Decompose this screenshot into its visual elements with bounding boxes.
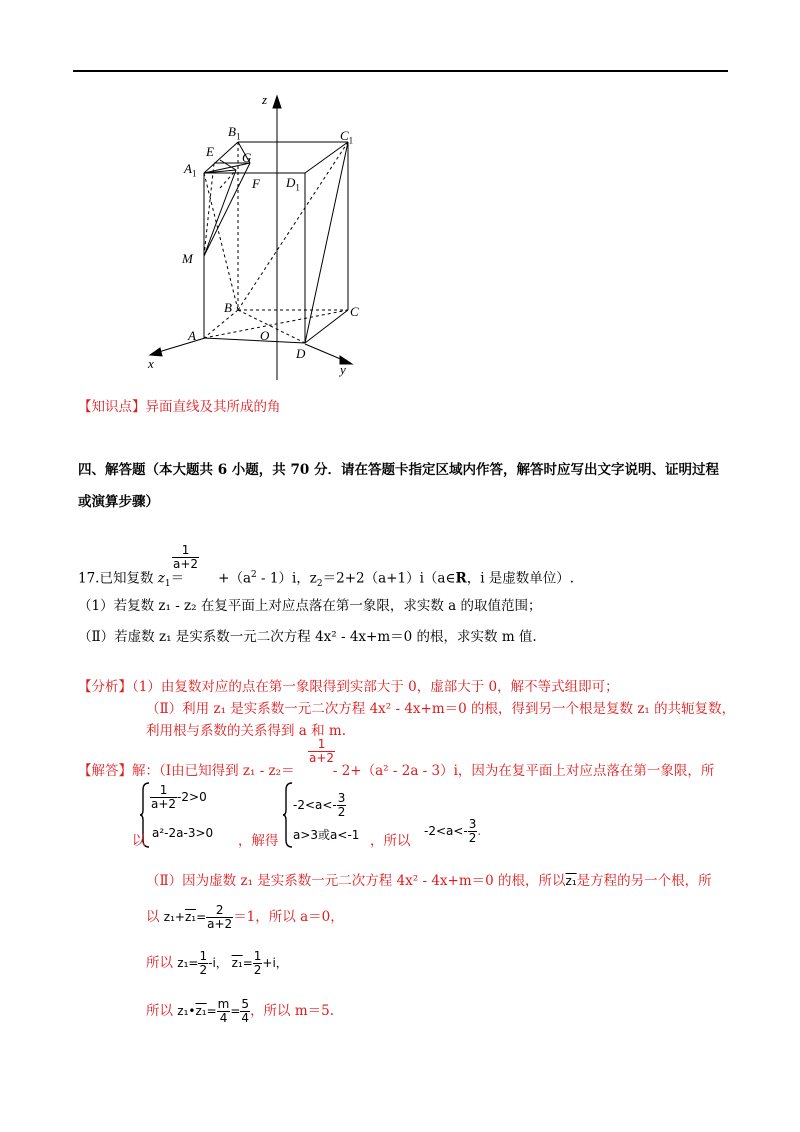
label-O: O [260,328,270,343]
label-x: x [148,356,154,371]
label-D: D [296,346,306,361]
hidden-BD [238,310,305,343]
knowledge-point: 【知识点】异面直线及其所成的角 [78,399,281,415]
brace-left-2 [283,782,293,848]
label-z: z [262,92,268,107]
sys2-row2: a>3或a<-1 [293,828,360,842]
solution-jiede: ，解得 [238,833,279,849]
solution-line4: 所以 z₁= $\frac{1}{2}$ -i， z₁= $\frac{1}{2}$ +i， [146,949,288,977]
q17-fraction: $\frac{1}{a+2}$ [173,543,199,571]
hidden-BC1 [238,142,348,310]
section-title-cont: 或演算步骤） [78,494,159,510]
answer-range: -2<a<- $\frac{3}{2}$ . [424,817,482,845]
label-F: F [252,176,260,191]
label-B: B [224,300,232,315]
geometry-figure [140,88,380,384]
label-y: y [340,362,346,377]
sys2-row1: -2<a<- $\frac{3}{2}$ [293,791,346,819]
solution-suoyi: ，所以 [370,833,411,849]
label-A1: $A_1$ [184,161,197,179]
label-E: E [206,144,214,159]
solution-line1: 【解答】解：（Ⅰ由已知得到 z₁ - z₂＝ - 2+（a² - 2a - 3）i，因为在复平面上对应点落在第一象限，所 [78,763,715,779]
top-rule [73,70,728,72]
label-D1: $D_1$ [286,175,300,193]
solution-yi: 以 [132,833,146,849]
edge-C1D1 [305,142,348,173]
analysis-line2: （Ⅱ）利用 z₁ 是实系数一元二次方程 4x² - 4x+m＝0 的根，得到另一个根是复数 z₁ 的共轭复数， [146,701,736,717]
label-G: G [242,150,252,165]
label-C1: $C_1$ [340,128,354,146]
solution-line5: 所以 z₁•z₁= $\frac{m}{4}$ = $\frac{5}{4}$ ，所以 m＝5. [146,997,335,1025]
z-arrow [273,96,281,108]
analysis-line1: 【分析】（1）由复数对应的点在第一象限得到实部大于 0，虚部大于 0，解不等式组即可； [78,679,619,695]
section-title: 四、解答题（本大题共 6 小题，共 70 分．请在答题卡指定区域内作答，解答时应写出文字说明、证明过程 [78,462,719,478]
q17-part2: （Ⅱ）若虚数 z₁ 是实系数一元二次方程 4x² - 4x+m＝0 的根，求实数 m 值. [78,629,537,645]
sys1-row1: $\frac{1}{a+2}$ -2>0 [151,783,207,811]
hidden-AB [204,310,238,338]
label-C: C [350,304,359,319]
analysis-line3: 利用根与系数的关系得到 a 和 m. [146,723,347,739]
solution-fraction: $\frac{1}{a+2}$ [309,737,335,765]
solution-line3: 以 z₁+z₁= $\frac{2}{a+2}$ ＝1，所以 a＝0， [146,903,344,931]
solution-line2: （Ⅱ）因为虚数 z₁ 是实系数一元二次方程 4x² - 4x+m＝0 的根，所以z₁是方程的另一个根，所 [146,873,712,889]
diag-DC1 [305,142,348,343]
sys1-row2: a²-2a-3>0 [152,826,214,840]
label-A: A [188,328,196,343]
label-B1: $B_1$ [228,124,241,142]
q17-part1: （1）若复数 z₁ - z₂ 在复平面上对应点落在第一象限，求实数 a 的取值范围； [78,598,542,614]
q17-stem: 17.已知复数 $z_1= +(a^2 - 1)i$，$z_2=2+2(a+1)i(a\in R$，i 是虚数单位）. [78,570,575,590]
x-arrow [150,348,162,356]
label-M: M [182,251,193,266]
seg-MG [204,163,250,256]
edge-AD [204,338,305,343]
